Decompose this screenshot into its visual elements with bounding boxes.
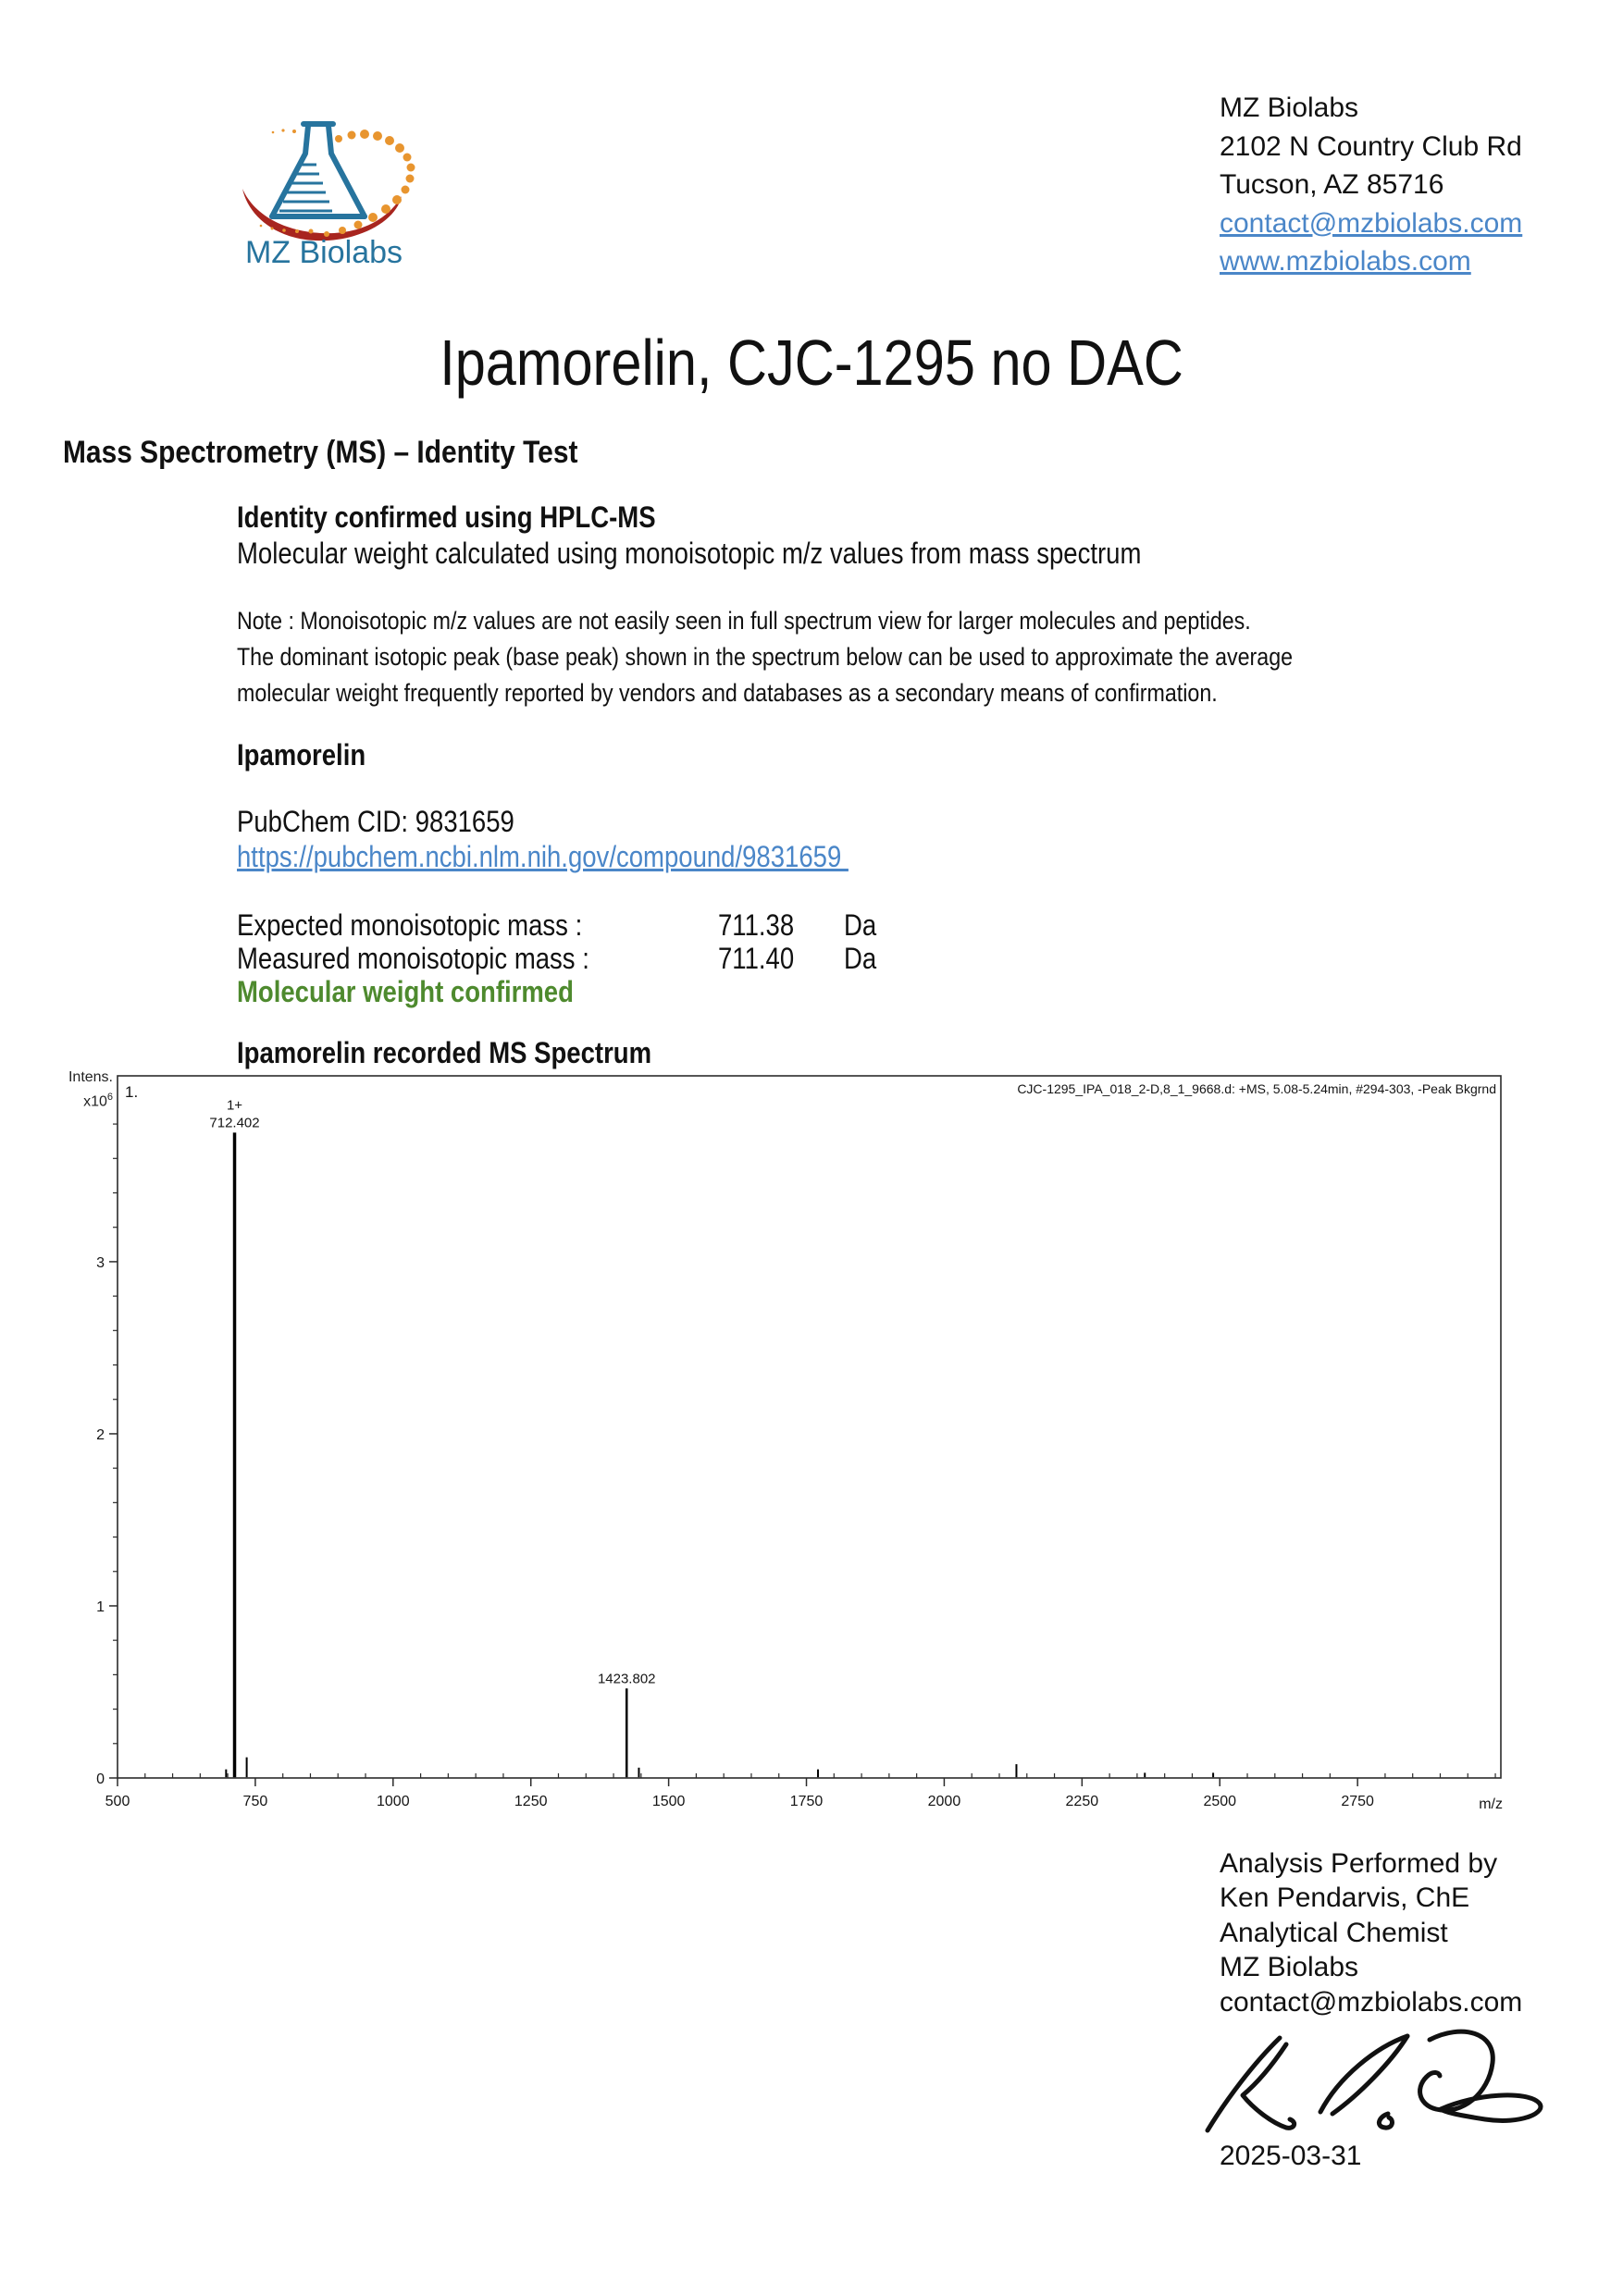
expected-mass-unit: Da <box>844 908 877 942</box>
plot-frame <box>118 1076 1501 1778</box>
note-line-3: molecular weight frequently reported by vendors and databases as a secondary means of confirmation. <box>237 679 1218 707</box>
expected-mass-value: 711.38 <box>718 908 795 942</box>
contact-block <box>1220 89 1522 281</box>
y-unit-base: x10 <box>83 1093 107 1110</box>
x-axis-label: m/z <box>1479 1796 1503 1812</box>
x-tick-label: 1500 <box>651 1794 686 1809</box>
contact-address-line2: Tucson, AZ 85716 <box>1220 169 1444 201</box>
x-tick-label: 1250 <box>514 1794 548 1809</box>
analyst-block <box>1220 1846 1522 2019</box>
x-tick-label: 2750 <box>1341 1794 1374 1809</box>
pubchem-cid: PubChem CID: 9831659 <box>237 805 514 838</box>
peak-mass-label: 1423.802 <box>597 1671 656 1687</box>
ms-spectrum-chart <box>37 1036 1573 1832</box>
peak-charge-label: 1+ <box>226 1097 243 1114</box>
x-tick-label: 1000 <box>377 1794 410 1809</box>
contact-email-link[interactable]: contact@mzbiolabs.com <box>1220 207 1523 239</box>
analysis-performed-by: Analysis Performed by <box>1220 1848 1498 1879</box>
logo-text: MZ Biolabs <box>244 235 403 270</box>
note-line-2: The dominant isotopic peak (base peak) shown in the spectrum below can be used to approximate the average <box>237 643 1294 671</box>
y-tick-label: 3 <box>96 1254 105 1271</box>
contact-company: MZ Biolabs <box>1220 93 1359 123</box>
spectrum-heading: Ipamorelin recorded MS Spectrum <box>237 1036 652 1069</box>
y-unit-exponent: 6 <box>106 1092 113 1103</box>
page-title: Ipamorelin, CJC-1295 no DAC <box>440 327 1183 399</box>
measured-mass-label: Measured monoisotopic mass : <box>237 942 589 975</box>
logo-dotted-orbit <box>260 129 415 237</box>
analyst-email: contact@mzbiolabs.com <box>1220 1986 1523 2018</box>
signature-image <box>1198 2021 1555 2142</box>
x-tick-label: 2000 <box>927 1794 961 1809</box>
signature-date: 2025-03-31 <box>1220 2141 1362 2171</box>
flask-logo-icon <box>237 118 413 237</box>
identity-method-line: Molecular weight calculated using monoisotopic m/z values from mass spectrum <box>237 537 1142 570</box>
peak-mass-label: 712.402 <box>209 1115 260 1131</box>
y-tick-label: 1 <box>96 1599 105 1615</box>
x-tick-label: 2500 <box>1203 1794 1237 1809</box>
y-tick-label: 2 <box>96 1426 105 1443</box>
pubchem-link[interactable]: https://pubchem.ncbi.nlm.nih.gov/compound/9831659 <box>237 840 849 873</box>
contact-website-link[interactable]: www.mzbiolabs.com <box>1220 246 1471 278</box>
x-tick-label: 500 <box>105 1794 130 1809</box>
x-tick-label: 750 <box>242 1794 268 1809</box>
measured-mass-unit: Da <box>844 942 877 975</box>
analyst-company: MZ Biolabs <box>1220 1952 1359 1983</box>
section-heading: Mass Spectrometry (MS) – Identity Test <box>63 435 578 470</box>
analyst-name: Ken Pendarvis, ChE <box>1220 1882 1470 1914</box>
measured-mass-value: 711.40 <box>718 942 795 975</box>
molecular-weight-confirmed: Molecular weight confirmed <box>237 975 574 1008</box>
x-tick-label: 2250 <box>1065 1794 1099 1809</box>
spectrum-plot-area <box>96 1076 1501 1809</box>
expected-mass-label: Expected monoisotopic mass : <box>237 908 583 942</box>
note-line-1: Note : Monoisotopic m/z values are not easily seen in full spectrum view for larger molecules and peptides. <box>237 607 1251 635</box>
contact-address-line1: 2102 N Country Club Rd <box>1220 130 1522 162</box>
y-axis-label: Intens. <box>68 1069 113 1085</box>
analyst-title: Analytical Chemist <box>1220 1917 1448 1948</box>
trace-number-label: 1. <box>125 1083 139 1101</box>
x-tick-label: 1750 <box>789 1794 824 1809</box>
y-tick-label: 0 <box>96 1771 105 1787</box>
spectrum-annotation: CJC-1295_IPA_018_2-D,8_1_9668.d: +MS, 5.08-5.24min, #294-303, -Peak Bkgrnd <box>1017 1081 1496 1096</box>
compound-name: Ipamorelin <box>237 738 366 772</box>
identity-confirmed-line: Identity confirmed using HPLC-MS <box>237 500 656 534</box>
